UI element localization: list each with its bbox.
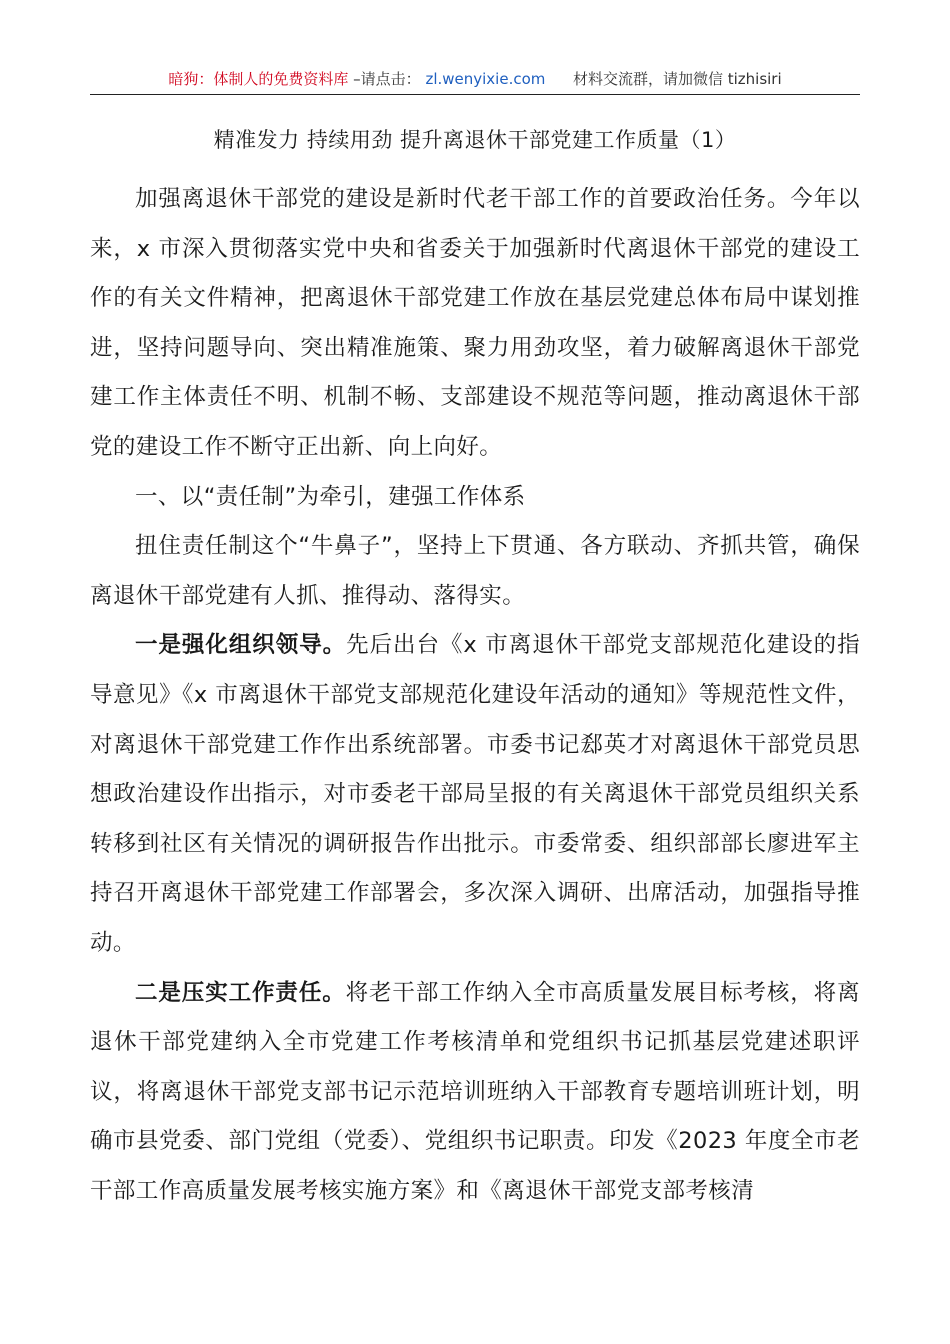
header-contact: 材料交流群，请加微信 tizhisiri xyxy=(572,70,782,88)
point2-paragraph xyxy=(90,969,860,1217)
section1-heading: 一、以“责任制”为牵引，建强工作体系 xyxy=(135,483,526,510)
intro-paragraph: 加强离退休干部党的建设是新时代老干部工作的首要政治任务。今年以来，x 市深入贯彻落实党中央和省委关于加强新时代离退休干部党的建设工作的有关文件精神，把离退休干部党建工作放在基层党建总体布局中谋划推进，坚持问题导向、突出精准施策、聚力用劲攻坚，着力破解离退休干部党建工作主体责任不明、机制不畅、支部建设不规范等问题，推动离退休干部党的建设工作不断守正出新、向上向好。 xyxy=(90,186,860,460)
header-site-name: 暗狗：体制人的免费资料库 xyxy=(168,70,349,88)
point2-text: 将老干部工作纳入全市高质量发展目标考核，将离退休干部党建纳入全市党建工作考核清单和党组织书记抓基层党建述职评议，将离退休干部党支部书记示范培训班纳入干部教育专题培训班计划，明确市县党委、部门党组（党委）、党组织书记职责。印发《2023 年度全市老干部工作高质量发展考核实施方案》和《离退休干部党支部考核清 xyxy=(90,979,860,1204)
point1-text: 先后出台《x 市离退休干部党支部规范化建设的指导意见》《x 市离退休干部党支部规范化建设年活动的通知》等规范性文件，对离退休干部党建工作作出系统部署。市委书记郄英才对离退休干部党员思想政治建设作出指示，对市委老干部局呈报的有关离退休干部党员组织关系转移到社区有关情况的调研报告作出批示。市委常委、组织部部长廖进军主持召开离退休干部党建工作部署会，多次深入调研、出席活动，加强指导推动。 xyxy=(90,632,860,956)
section1-intro-paragraph: 扭住责任制这个“牛鼻子”，坚持上下贯通、各方联动、齐抓共管，确保离退休干部党建有人抓、推得动、落得实。 xyxy=(90,533,860,609)
document-body xyxy=(90,175,860,1216)
point1-paragraph xyxy=(90,621,860,968)
point2-lead: 二是压实工作责任。 xyxy=(135,979,346,1006)
point1-lead: 一是强化组织领导。 xyxy=(135,632,347,659)
page-header xyxy=(90,68,860,95)
header-click-text: –请点击： xyxy=(353,70,421,88)
document-title: 精准发力 持续用劲 提升离退休干部党建工作质量（1） xyxy=(213,128,737,152)
header-url-link[interactable]: zl.wenyixie.com xyxy=(425,70,546,88)
